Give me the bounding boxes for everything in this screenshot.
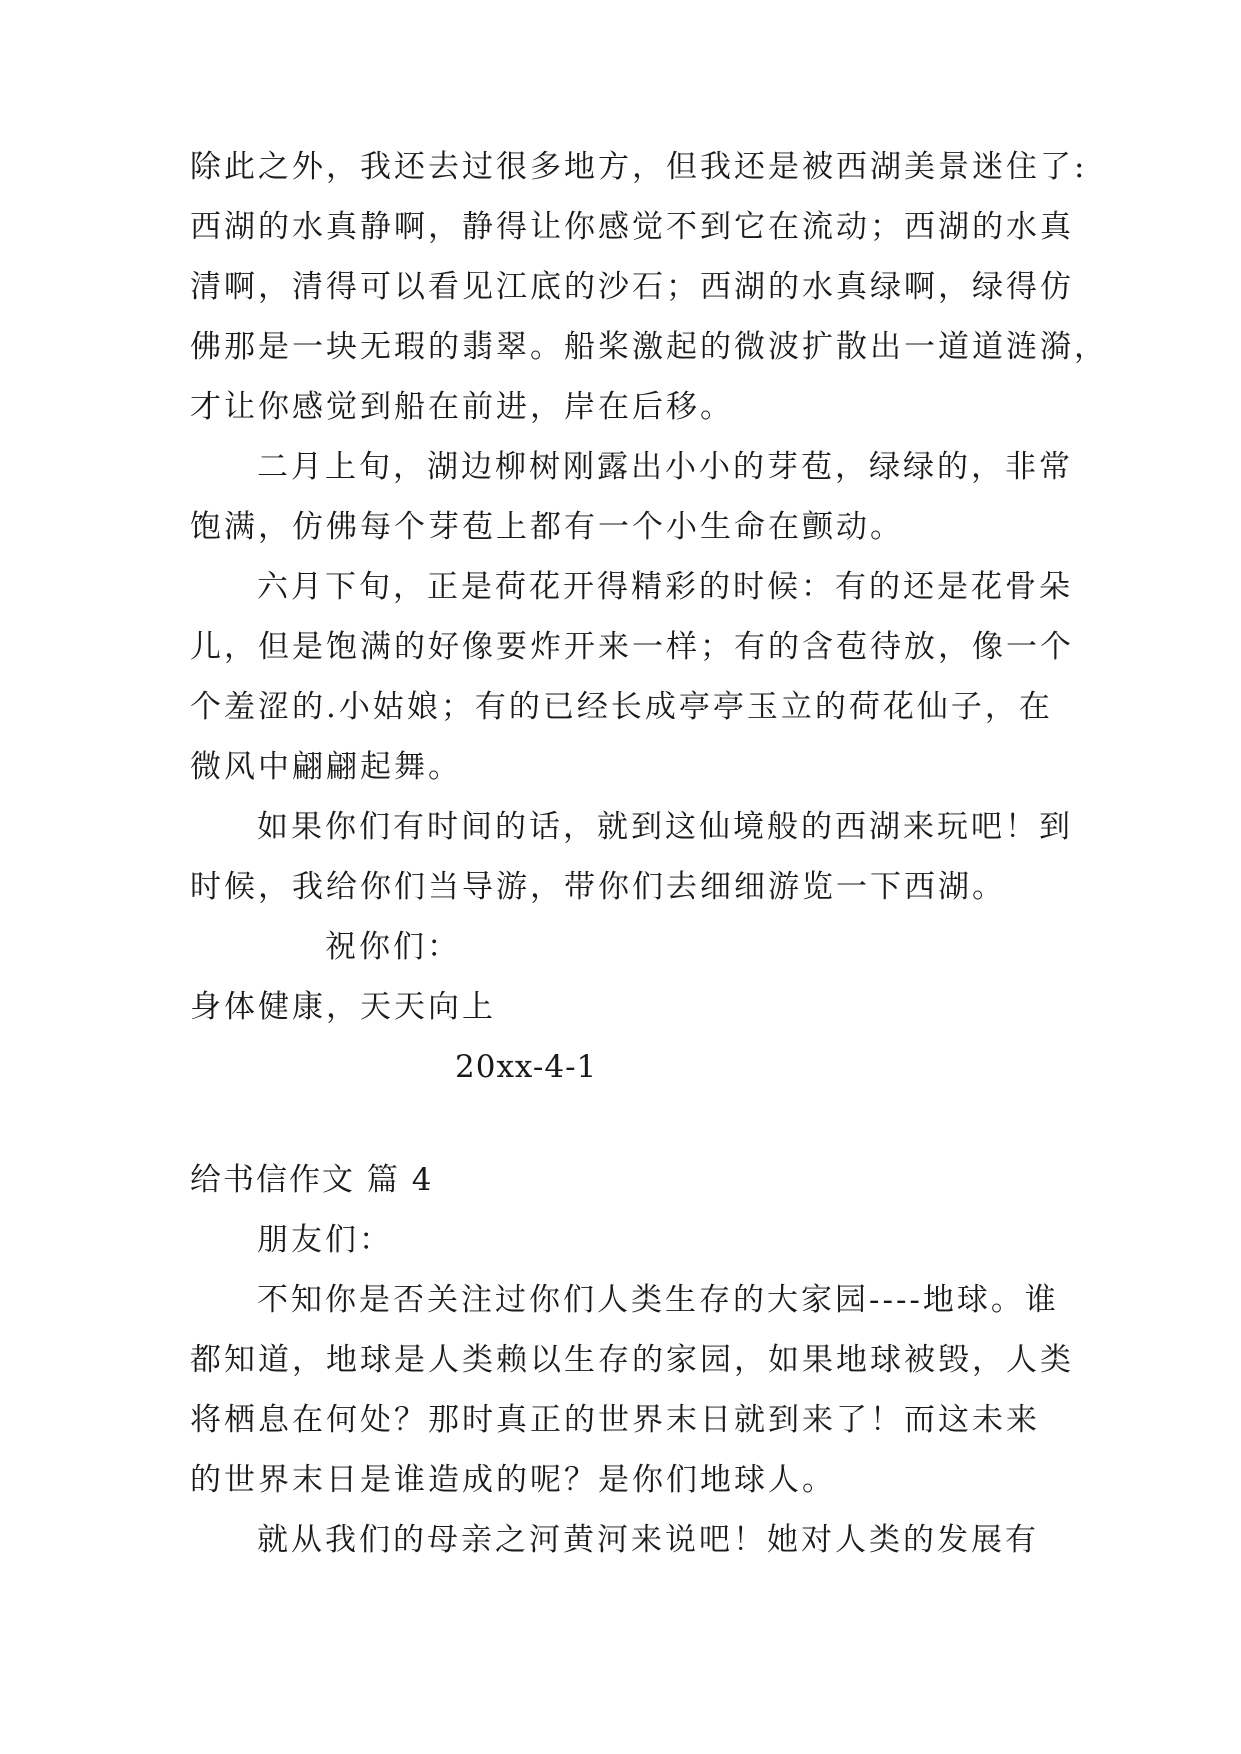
text-line: 将栖息在何处？那时真正的世界末日就到来了！而这未来 (190, 1402, 1040, 1438)
text-line: 清啊，清得可以看见江底的沙石；西湖的水真绿啊，绿得仿 (190, 269, 1074, 305)
section-heading: 给书信作文 篇 4 (190, 1162, 434, 1198)
text-line: 个羞涩的.小姑娘；有的已经长成亭亭玉立的荷花仙子，在 (190, 689, 1053, 725)
closing-greeting: 祝你们： (325, 929, 461, 965)
paragraph-start: 六月下旬，正是荷花开得精彩的时候：有的还是花骨朵 (257, 569, 1073, 605)
letter-date: 20xx-4-1 (455, 1049, 598, 1085)
text-line: 的世界末日是谁造成的呢？是你们地球人。 (190, 1462, 836, 1498)
text-line: 微风中翩翩起舞。 (190, 749, 462, 785)
text-line: 除此之外，我还去过很多地方，但我还是被西湖美景迷住了: (190, 149, 1088, 185)
closing-wish: 身体健康，天天向上 (190, 989, 496, 1025)
paragraph-start: 二月上旬，湖边柳树刚露出小小的芽苞，绿绿的，非常 (257, 449, 1073, 485)
paragraph-start: 就从我们的母亲之河黄河来说吧！她对人类的发展有 (257, 1522, 1039, 1558)
text-line: 才让你感觉到船在前进，岸在后移。 (190, 389, 734, 425)
text-line: 都知道，地球是人类赖以生存的家园，如果地球被毁，人类 (190, 1342, 1074, 1378)
text-line: 佛那是一块无瑕的翡翠。船桨激起的微波扩散出一道道涟漪， (190, 329, 1108, 365)
paragraph-start: 不知你是否关注过你们人类生存的大家园----地球。谁 (257, 1282, 1059, 1318)
text-line: 饱满，仿佛每个芽苞上都有一个小生命在颤动。 (190, 509, 904, 545)
text-line: 西湖的水真静啊，静得让你感觉不到它在流动；西湖的水真 (190, 209, 1074, 245)
salutation: 朋友们： (257, 1222, 393, 1258)
paragraph-start: 如果你们有时间的话，就到这仙境般的西湖来玩吧！到 (257, 809, 1073, 845)
text-line: 儿，但是饱满的好像要炸开来一样；有的含苞待放，像一个 (190, 629, 1074, 665)
text-line: 时候，我给你们当导游，带你们去细细游览一下西湖。 (190, 869, 1006, 905)
